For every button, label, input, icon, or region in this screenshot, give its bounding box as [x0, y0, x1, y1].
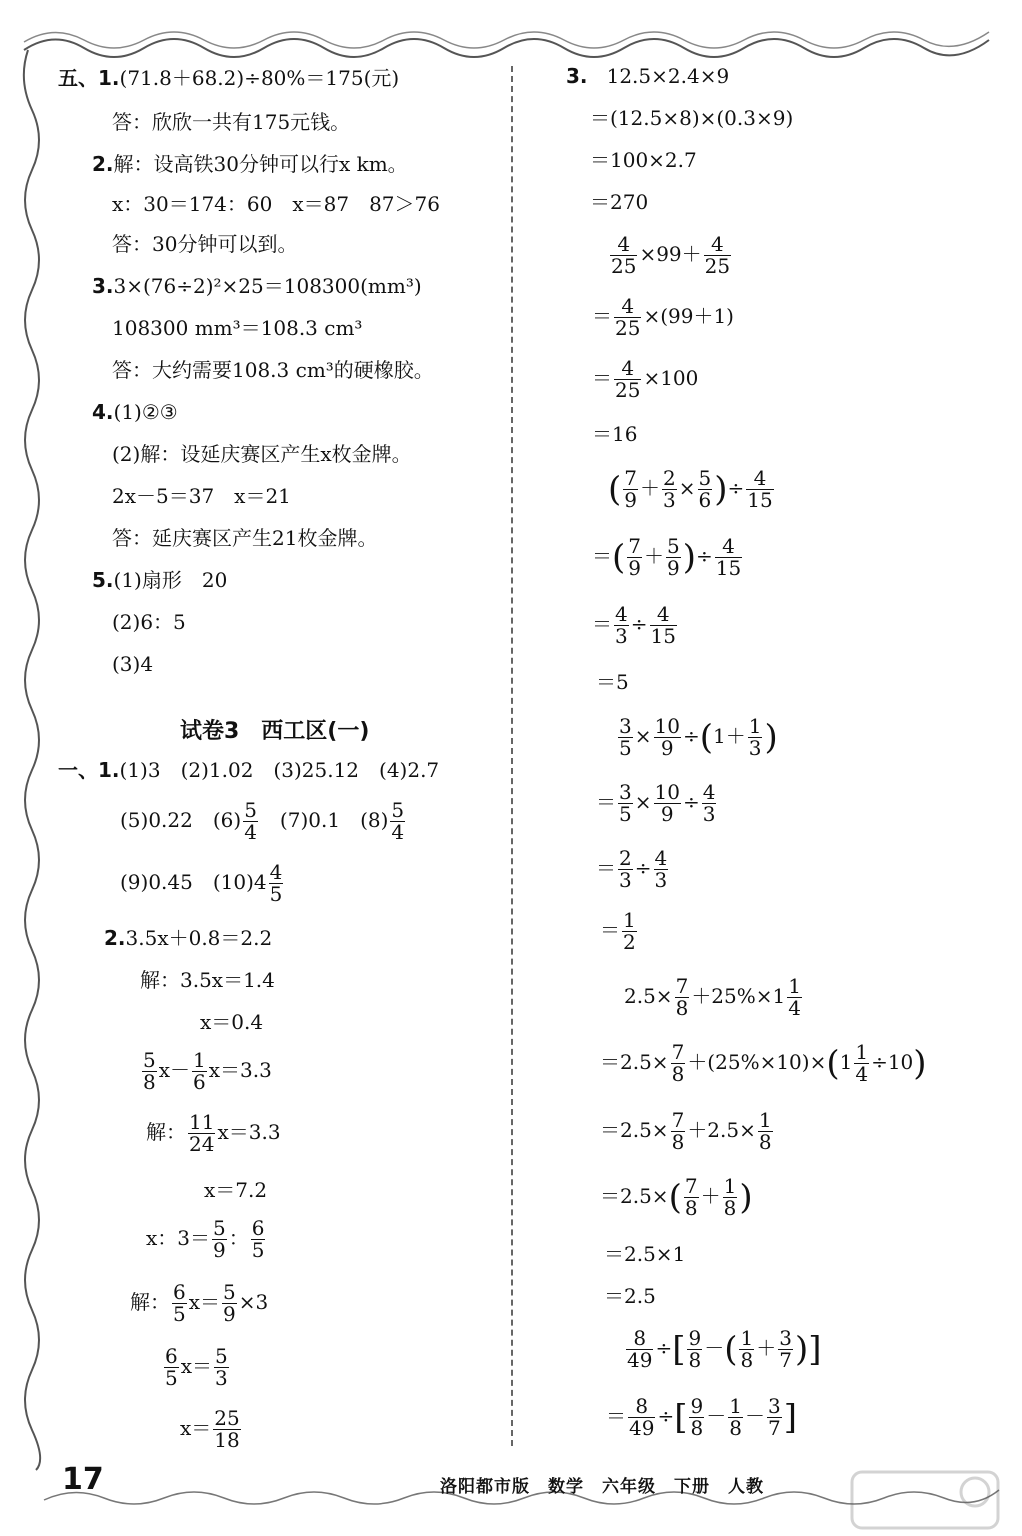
answer-line: (9)0.45 (10)4 $\frac{4}{5}$	[120, 860, 283, 906]
answer-line: ＝2.5× $\frac{7}{8}$ ＋(25%×10)×(1 $\frac{1}{4}$ ÷10)	[600, 1040, 927, 1086]
answer-line: 108300 mm³＝108.3 cm³	[112, 316, 363, 340]
answer-line: ＝2.5×1	[604, 1242, 686, 1266]
answer-line: 答：30分钟可以到。	[112, 232, 298, 256]
answer-line: ＝270	[590, 190, 649, 214]
answer-line: 答：大约需要108.3 cm³的硬橡胶。	[112, 358, 434, 382]
answer-line: ＝ $\frac{3}{5}$ × $\frac{10}{9}$ ÷ $\frac{4}{3}$	[596, 780, 716, 826]
watermark-logo	[850, 1470, 1000, 1530]
answer-line: x＝ $\frac{25}{18}$	[180, 1406, 240, 1452]
answer-line: (2)6：5	[112, 610, 186, 634]
answer-line: ＝( $\frac{7}{9}$ ＋ $\frac{5}{9}$ )÷ $\frac{4}{15}$	[592, 534, 742, 580]
answer-line: 答：延庆赛区产生21枚金牌。	[112, 526, 378, 550]
answer-line: 2.解：设高铁30分钟可以行x km。	[92, 152, 408, 176]
answer-line: ＝ $\frac{8}{49}$ ÷[ $\frac{9}{8}$ － $\frac{1}{8}$ － $\frac{3}{7}$ ]	[606, 1394, 797, 1440]
answer-line: $\frac{3}{5}$ × $\frac{10}{9}$ ÷(1＋ $\frac{1}{3}$ )	[619, 714, 778, 760]
answer-line: ＝ $\frac{4}{25}$ ×(99＋1)	[592, 294, 734, 340]
answer-line: $\frac{4}{25}$ ×99＋ $\frac{4}{25}$	[611, 232, 731, 278]
answer-line: $\frac{6}{5}$ x＝ $\frac{5}{3}$	[165, 1344, 228, 1390]
answer-line: ＝ $\frac{4}{3}$ ÷ $\frac{4}{15}$	[592, 602, 676, 648]
page-number: 17	[62, 1462, 104, 1497]
answer-line: ＝2.5× $\frac{7}{8}$ ＋2.5× $\frac{1}{8}$	[600, 1108, 772, 1154]
answer-line: ＝ $\frac{2}{3}$ ÷ $\frac{4}{3}$	[596, 846, 668, 892]
answer-line: (2)解：设延庆赛区产生x枚金牌。	[112, 442, 412, 466]
answer-line: 5.(1)扇形 20	[92, 568, 228, 592]
answer-line: 2.3.5x＋0.8＝2.2	[104, 926, 273, 950]
answer-line: $\frac{8}{49}$ ÷[ $\frac{9}{8}$ －( $\frac{1}{8}$ ＋ $\frac{3}{7}$ )]	[627, 1326, 822, 1372]
answer-line: x：3＝ $\frac{5}{9}$ ： $\frac{6}{5}$	[146, 1216, 265, 1262]
answer-line: ＝(12.5×8)×(0.3×9)	[590, 106, 794, 130]
column-divider	[511, 66, 513, 1446]
answer-line: 五、1.(71.8＋68.2)÷80%＝175(元)	[58, 66, 400, 90]
answer-line: (3)4	[112, 652, 154, 676]
answer-line: 3. 12.5×2.4×9	[566, 64, 730, 88]
answer-line: ＝100×2.7	[590, 148, 697, 172]
answer-line: $\frac{5}{8}$ x－ $\frac{1}{6}$ x＝3.3	[143, 1048, 272, 1094]
answer-line: 答：欣欣一共有175元钱。	[112, 110, 351, 134]
answer-line: ＝16	[592, 422, 638, 446]
answer-line: 解：3.5x＝1.4	[140, 968, 275, 992]
answer-line: 2x－5＝37 x＝21	[112, 484, 291, 508]
footer-text: 洛阳都市版 数学 六年级 下册 人教	[440, 1477, 764, 1497]
answer-line: 一、1.(1)3 (2)1.02 (3)25.12 (4)2.7	[58, 758, 440, 782]
answer-line: x＝7.2	[204, 1178, 268, 1202]
answer-line: ＝2.5×( $\frac{7}{8}$ ＋ $\frac{1}{8}$ )	[600, 1174, 753, 1220]
answer-line: ＝5	[596, 670, 629, 694]
answer-line: ＝ $\frac{1}{2}$	[600, 908, 636, 954]
answer-line: 解： $\frac{6}{5}$ x＝ $\frac{5}{9}$ ×3	[130, 1280, 269, 1326]
answer-line: (5)0.22 (6) $\frac{5}{4}$ (7)0.1 (8) $\frac{5}{4}$	[120, 798, 405, 844]
answer-line: x＝0.4	[200, 1010, 264, 1034]
answer-line: ＝ $\frac{4}{25}$ ×100	[592, 356, 699, 402]
answer-line: x：30＝174：60 x＝87 87＞76	[112, 192, 440, 216]
section-title: 试卷3 西工区(一)	[180, 719, 370, 744]
answer-line: 2.5× $\frac{7}{8}$ ＋25%×1 $\frac{1}{4}$	[624, 974, 801, 1020]
answer-line: ( $\frac{7}{9}$ ＋ $\frac{2}{3}$ × $\frac{5}{6}$ )÷ $\frac{4}{15}$	[608, 466, 773, 512]
answer-line: 解： $\frac{11}{24}$ x＝3.3	[146, 1110, 281, 1156]
answer-line: 4.(1)②③	[92, 400, 178, 424]
answer-line: 3.3×(76÷2)²×25＝108300(mm³)	[92, 274, 422, 298]
answer-line: ＝2.5	[604, 1284, 656, 1308]
